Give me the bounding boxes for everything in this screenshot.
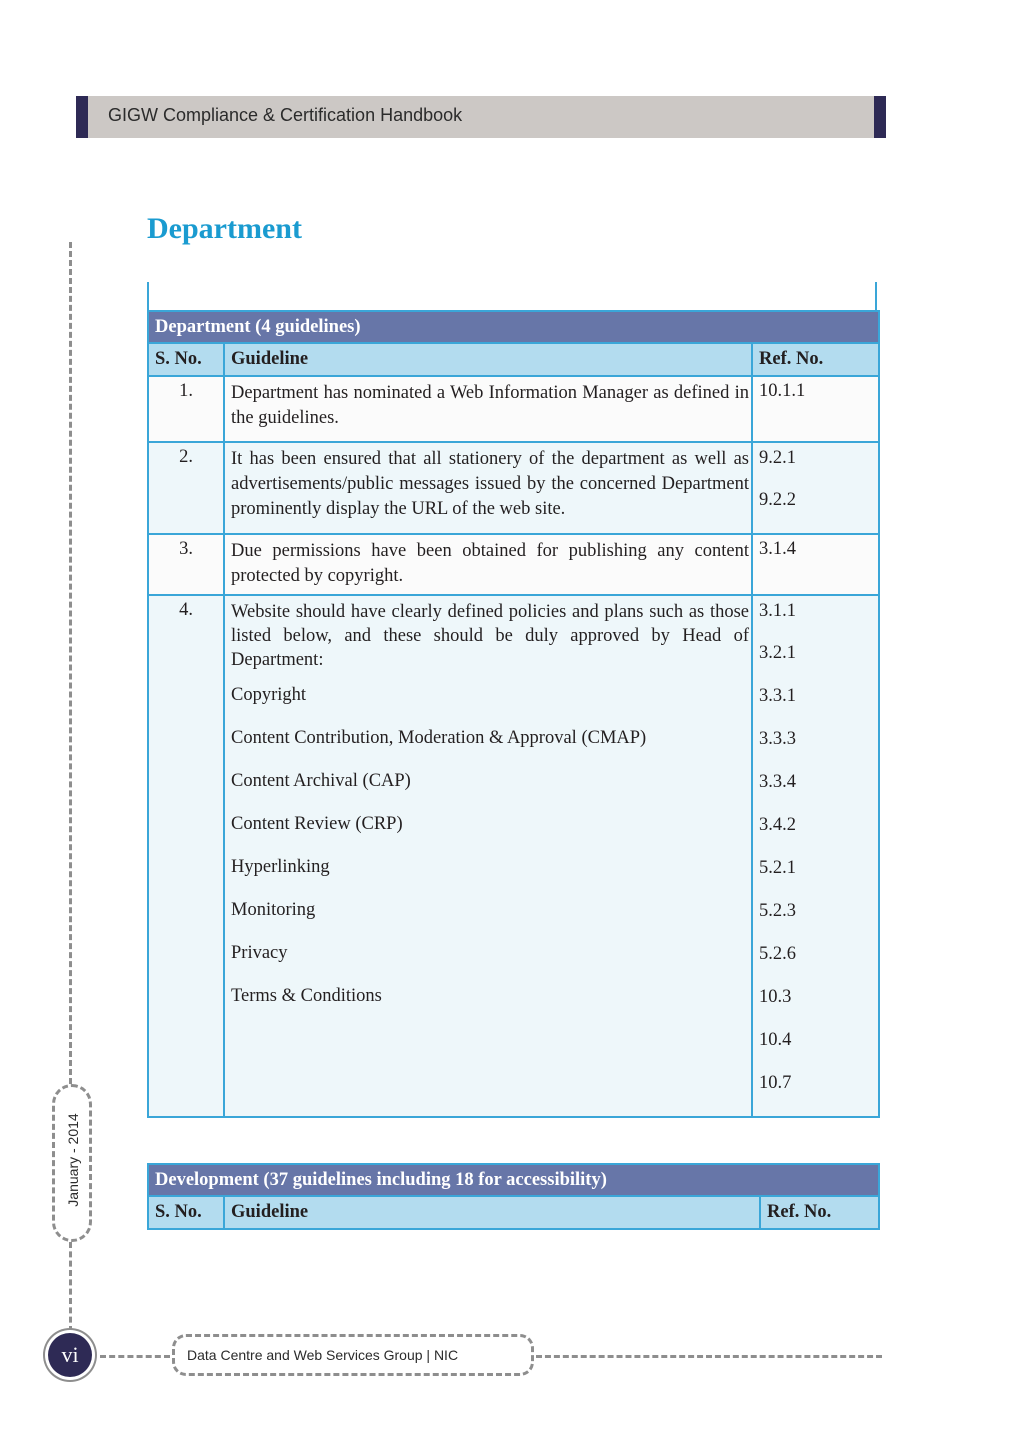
row-ref [752,595,879,1117]
column-header-ref: Ref. No. [760,1196,879,1229]
ref-number: 10.1.1 [759,381,806,401]
policy-item: Content Archival (CAP) [231,771,411,791]
ref-number: 5.2.3 [759,901,796,921]
column-header-ref: Ref. No. [752,343,879,376]
row-ref [752,376,879,442]
policy-item: Content Review (CRP) [231,814,403,834]
ref-number: 3.1.1 [759,601,796,621]
department-section-header: Department (4 guidelines) [148,311,879,343]
header-cap-right [874,96,886,138]
row-ref [752,442,879,534]
column-header-guideline: Guideline [224,1196,760,1229]
column-header-sno: S. No. [148,343,224,376]
row-guideline-intro: Website should have clearly defined policies and plans such as those listed below, and these should be duly approved by Head of Department: [231,602,749,670]
ref-number: 9.2.1 [759,448,796,468]
ref-number: 3.1.4 [759,539,796,559]
row-guideline: Department has nominated a Web Information Manager as defined in the guidelines. [224,376,752,442]
ref-number: 10.3 [759,987,792,1007]
policy-item: Hyperlinking [231,857,330,877]
row-guideline: It has been ensured that all stationery of the department as well as advertisements/public messages issued by the concerned Department prominently display the URL of the web site. [224,442,752,534]
footer-text: Data Centre and Web Services Group | NIC [187,1347,459,1363]
development-section-header: Development (37 guidelines including 18 for accessibility) [148,1164,879,1196]
page-number: vi [48,1333,92,1377]
footer-dashed-line-left [100,1355,170,1358]
column-header-sno: S. No. [148,1196,224,1229]
department-table [147,310,880,1118]
side-dashed-line-top [69,242,72,1084]
row-guideline [224,595,752,1117]
column-header-guideline: Guideline [224,343,752,376]
table-row [148,376,879,442]
policy-item: Content Contribution, Moderation & Approval (CMAP) [231,728,647,748]
policy-item: Copyright [231,685,307,705]
ref-number: 5.2.6 [759,944,796,964]
row-guideline: Due permissions have been obtained for publishing any content protected by copyright. [224,534,752,595]
table-row [148,534,879,595]
header-cap-left [76,96,88,138]
ref-number: 3.2.1 [759,643,796,663]
ref-number: 10.4 [759,1030,792,1050]
row-sno: 1. [148,376,224,442]
policy-item: Terms & Conditions [231,986,382,1006]
department-column-headers [148,343,879,376]
row-sno: 4. [148,595,224,1117]
ref-number: 3.3.4 [759,772,796,792]
ref-number: 3.3.1 [759,686,796,706]
header-bar [76,96,886,138]
side-dashed-line-bottom [69,1242,72,1332]
row-ref [752,534,879,595]
row-sno: 2. [148,442,224,534]
ref-number: 3.4.2 [759,815,796,835]
development-table [147,1163,880,1230]
table-top-border [147,282,877,310]
ref-number: 9.2.2 [759,490,796,510]
policy-item: Privacy [231,943,288,963]
ref-number: 10.7 [759,1073,792,1093]
ref-number: 3.3.3 [759,729,796,749]
footer-dashed-line-right [536,1355,882,1358]
ref-number: 5.2.1 [759,858,796,878]
table-row [148,442,879,534]
policy-item: Monitoring [231,900,316,920]
development-column-headers [148,1196,879,1229]
row-sno: 3. [148,534,224,595]
page-title: Department [147,212,302,245]
side-date: January - 2014 [65,1113,81,1207]
table-row [148,595,879,1117]
header-title: GIGW Compliance & Certification Handbook [108,105,463,125]
